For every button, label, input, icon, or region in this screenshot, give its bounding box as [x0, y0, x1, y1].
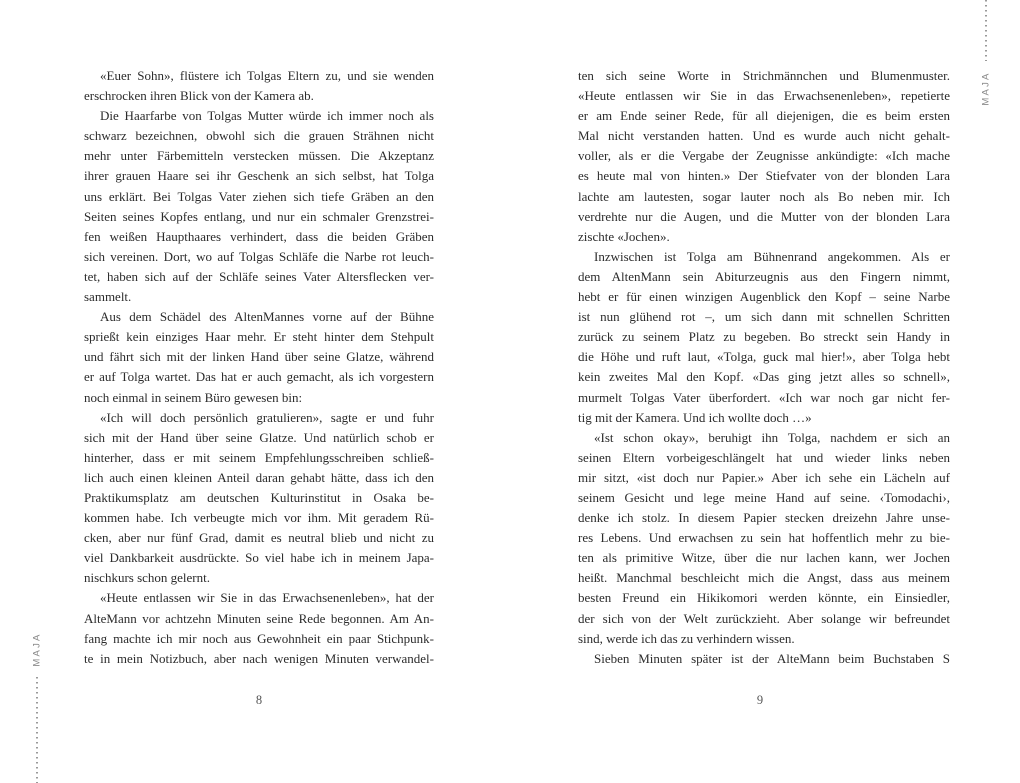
text-line: ist nun glühend rot –, um sich dann mit schnellen Schritten	[578, 309, 950, 325]
text-line: sich mit der Hand über seine Glatze. Und natürlich schob er	[84, 429, 434, 445]
chapter-marker-right: MAJA	[980, 71, 992, 106]
text-line: mehr unter Färbemitteln verstecken müssen. Die Akzeptanz	[84, 148, 434, 164]
text-line: res Lebens. Und erwachsen zu sein hat hoffentlich mehr zu bie-	[578, 530, 950, 546]
text-line: Mal nicht verstanden hatten. Und es wurde auch nicht gehalt-	[578, 128, 950, 144]
text-line: ihrer grauen Haare sei ihr Geschenk an sich selbst, hat Tolga	[84, 168, 434, 184]
text-line: te in mein Notizbuch, aber nach wenigen Minuten verwandel-	[84, 650, 434, 666]
text-line: AlteMann vor achtzehn Minuten seine Rede begonnen. Am An-	[84, 610, 434, 626]
chapter-marker-leader-left	[36, 677, 38, 783]
text-line: tet, haben sich auf der Schläfe seines Vater Altersflecken ver-	[84, 268, 434, 284]
text-line: schwarz bezeichnen, obwohl sich die grauen Strähnen nicht	[84, 128, 434, 144]
text-line: zurück zu seinem Platz zu begeben. Bo streckt sein Handy in	[578, 329, 950, 345]
text-line: mir sitzt, «ist doch nur Papier.» Aber ich sehe ein Lächeln auf	[578, 469, 950, 485]
text-line: seinem Gesicht und lege meine Hand auf seine. ‹Tomodachi›,	[578, 489, 950, 505]
text-line: dem AltenMann sein Abiturzeugnis aus den Fingern nimmt,	[578, 268, 950, 284]
text-line: er am Ende seiner Rede, für all diejenigen, die es beim ersten	[578, 108, 950, 124]
text-line: seinen Eltern vorbeigeschlängelt hat und wieder links neben	[578, 449, 950, 465]
text-line: der sich von der Welt zurückzieht. Aber solange wir befreundet	[578, 610, 950, 626]
text-line: kommen habe. Ich verbeugte mich vor ihm. Mit geradem Rü-	[84, 510, 434, 526]
text-line: ten sich seine Worte in Strichmännchen und Blumenmuster.	[578, 68, 950, 83]
text-line: sich vereinen. Dort, wo auf Tolgas Schläfe die Narbe rot leuch-	[84, 248, 434, 264]
text-line: zischte «Jochen».	[578, 228, 670, 244]
text-line: murmelt Tolgas Vater überfordert. «Ich war noch gar nicht fer-	[578, 389, 950, 405]
text-line: besten Freund ein Hikikomori werden könnte, ein Einsiedler,	[578, 590, 950, 606]
page-left-text	[84, 66, 434, 669]
text-line: und fährt sich mit der linken Hand über seine Glatze, während	[84, 349, 434, 365]
text-line: Seiten seines Kopfes entlang, und nur ein schmaler Grenzstrei-	[84, 208, 434, 224]
text-line: lachte am lautesten, sogar lauter noch als Bo neben mir. Ich	[578, 188, 950, 204]
text-line: Die Haarfarbe von Tolgas Mutter würde ich immer noch als	[100, 108, 434, 124]
chapter-marker-left: MAJA	[31, 632, 43, 667]
text-line: sammelt.	[84, 289, 132, 305]
text-line: Aus dem Schädel des AltenMannes vorne auf der Bühne	[100, 309, 434, 325]
text-line: kein zweites Mal den Kopf. «Das ging jetzt alles so schnell»,	[578, 369, 950, 385]
page-number-right: 9	[756, 693, 764, 707]
text-line: «Ist schon okay», beruhigt ihn Tolga, nachdem er sich an	[594, 429, 950, 445]
text-line: «Heute entlassen wir Sie in das Erwachsenenleben», hat der	[100, 590, 434, 606]
text-line: viel Dankbarkeit ausdrückte. So viel habe ich in meinem Japa-	[84, 550, 434, 566]
text-line: Sieben Minuten später ist der AlteMann beim Buchstaben S	[594, 650, 950, 666]
text-line: sprießt kein einziges Haar mehr. Er steht hinter dem Stehpult	[84, 329, 434, 345]
text-line: cken, aber nur fünf Grad, damit es neutral blieb und nicht zu	[84, 530, 434, 546]
text-line: «Heute entlassen wir Sie in das Erwachsenenleben», repetierte	[578, 88, 950, 104]
text-line: hinterher, dass er mit seinem Empfehlungsschreiben schließ-	[84, 449, 434, 465]
page-right-text	[578, 66, 950, 669]
text-line: es heute mal von hinten.» Der Stiefvater von der blonden Lara	[578, 168, 950, 184]
text-line: nischkurs schon gelernt.	[84, 570, 211, 586]
text-line: fang machte ich mir noch aus Gewohnheit ein paar Stichpunk-	[84, 630, 434, 646]
text-line: «Euer Sohn», flüstere ich Tolgas Eltern zu, und sie wenden	[100, 68, 434, 83]
text-line: denke ich stolz. In diesem Papier stecken dreizehn Jahre unse-	[578, 510, 950, 526]
page-number-left: 8	[255, 693, 263, 707]
text-line: sind, werde ich das zu verhindern wissen.	[578, 630, 795, 646]
text-line: fen weißen Haupthaares verhindert, dass die beiden Gräben	[84, 228, 434, 244]
text-line: tig mit der Kamera. Und ich wollte doch …»	[578, 409, 812, 425]
text-line: noch einmal in seinem Büro gewesen bin:	[84, 389, 303, 405]
text-line: verdrehte nur die Augen, und die Mutter von der blonden Lara	[578, 208, 950, 224]
text-line: lich auch einen kleinen Anteil daran gehabt hätte, dass ich den	[84, 469, 434, 485]
text-line: er auf Tolga wartet. Das hat er auch gemacht, als ich vorgestern	[84, 369, 434, 385]
chapter-marker-leader-right	[985, 0, 987, 61]
text-line: uns erklärt. Bei Tolgas Vater ziehen sich tiefe Gräben an den	[84, 188, 434, 204]
text-line: die Höhe und ruft laut, «Tolga, guck mal hier!», aber Tolga hebt	[578, 349, 950, 365]
text-line: hebt er für einen winzigen Augenblick den Kopf – seine Narbe	[578, 289, 950, 305]
text-line: heißt. Manchmal beschleicht mich die Angst, dass aus meinem	[578, 570, 950, 586]
text-line: Inzwischen ist Tolga am Bühnenrand angekommen. Als er	[594, 248, 950, 264]
text-line: ten als primitive Witze, über die nur lachen kann, wer Jochen	[578, 550, 950, 566]
text-line: «Ich will doch persönlich gratulieren», sagte er und fuhr	[100, 409, 434, 425]
text-line: voller, als er die Vergabe der Zeugnisse ankündigte: «Ich mache	[578, 148, 950, 164]
text-line: erschrocken ihren Blick von der Kamera ab.	[84, 88, 314, 104]
text-line: Praktikumsplatz am deutschen Kulturinstitut in Osaka be-	[84, 489, 434, 505]
